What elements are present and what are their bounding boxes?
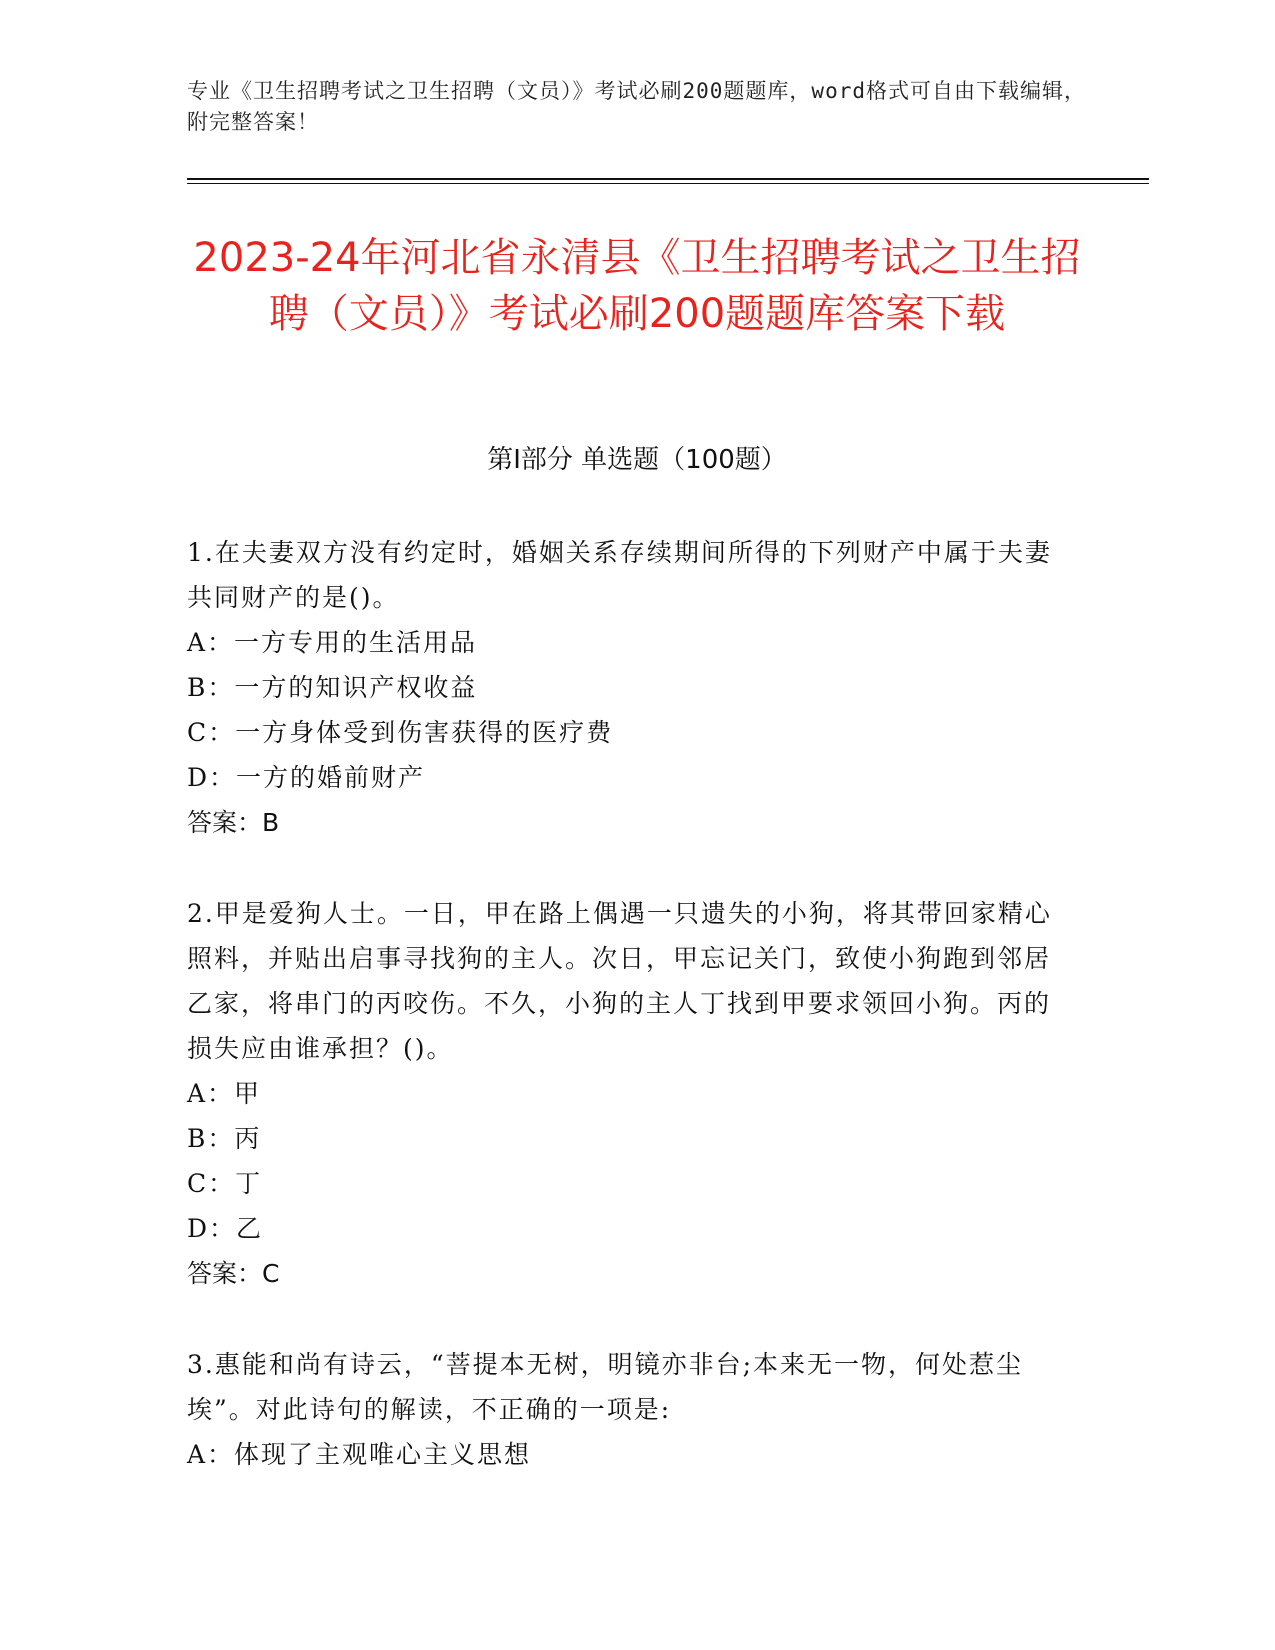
question-2 (187, 891, 1067, 1296)
option-b: B：丙 (187, 1124, 262, 1153)
header-divider-thin (187, 183, 1149, 184)
option-a: A：体现了主观唯心主义思想 (187, 1440, 532, 1469)
question-1 (187, 530, 1067, 845)
question-3 (187, 1342, 1067, 1477)
option-d: D：一方的婚前财产 (187, 763, 426, 792)
option-list (187, 1432, 1067, 1477)
answer-line: 答案：C (187, 1259, 280, 1288)
header-note: 专业《卫生招聘考试之卫生招聘（文员）》考试必刷200题题库，word格式可自由下载编辑，附完整答案！ (187, 79, 1086, 134)
option-a: A：一方专用的生活用品 (187, 628, 478, 657)
answer-line: 答案：B (187, 808, 280, 837)
option-b: B：一方的知识产权收益 (187, 673, 478, 702)
option-list (187, 620, 1067, 800)
option-d: D：乙 (187, 1214, 264, 1243)
option-c: C：一方身体受到伤害获得的医疗费 (187, 718, 614, 747)
question-stem: 2.甲是爱狗人士。一日，甲在路上偶遇一只遗失的小狗，将其带回家精心照料，并贴出启事寻找狗的主人。次日，甲忘记关门，致使小狗跑到邻居乙家，将串门的丙咬伤。不久，小狗的主人丁找到甲要求领回小狗。丙的损失应由谁承担？()。 (187, 899, 1052, 1063)
document-title: 2023-24年河北省永清县《卫生招聘考试之卫生招聘（文员）》考试必刷200题题库答案下载 (193, 235, 1081, 337)
header-divider-thick (187, 178, 1149, 180)
section-title: 第I部分 单选题（100题） (487, 445, 787, 475)
option-a: A：甲 (187, 1079, 262, 1108)
question-stem: 1.在夫妻双方没有约定时，婚姻关系存续期间所得的下列财产中属于夫妻共同财产的是()。 (187, 538, 1052, 612)
question-stem: 3.惠能和尚有诗云，“菩提本无树，明镜亦非台;本来无一物，何处惹尘埃”。对此诗句的解读，不正确的一项是: (187, 1350, 1024, 1424)
question-list (187, 530, 1067, 1523)
option-list (187, 1071, 1067, 1251)
option-c: C：丁 (187, 1169, 263, 1198)
